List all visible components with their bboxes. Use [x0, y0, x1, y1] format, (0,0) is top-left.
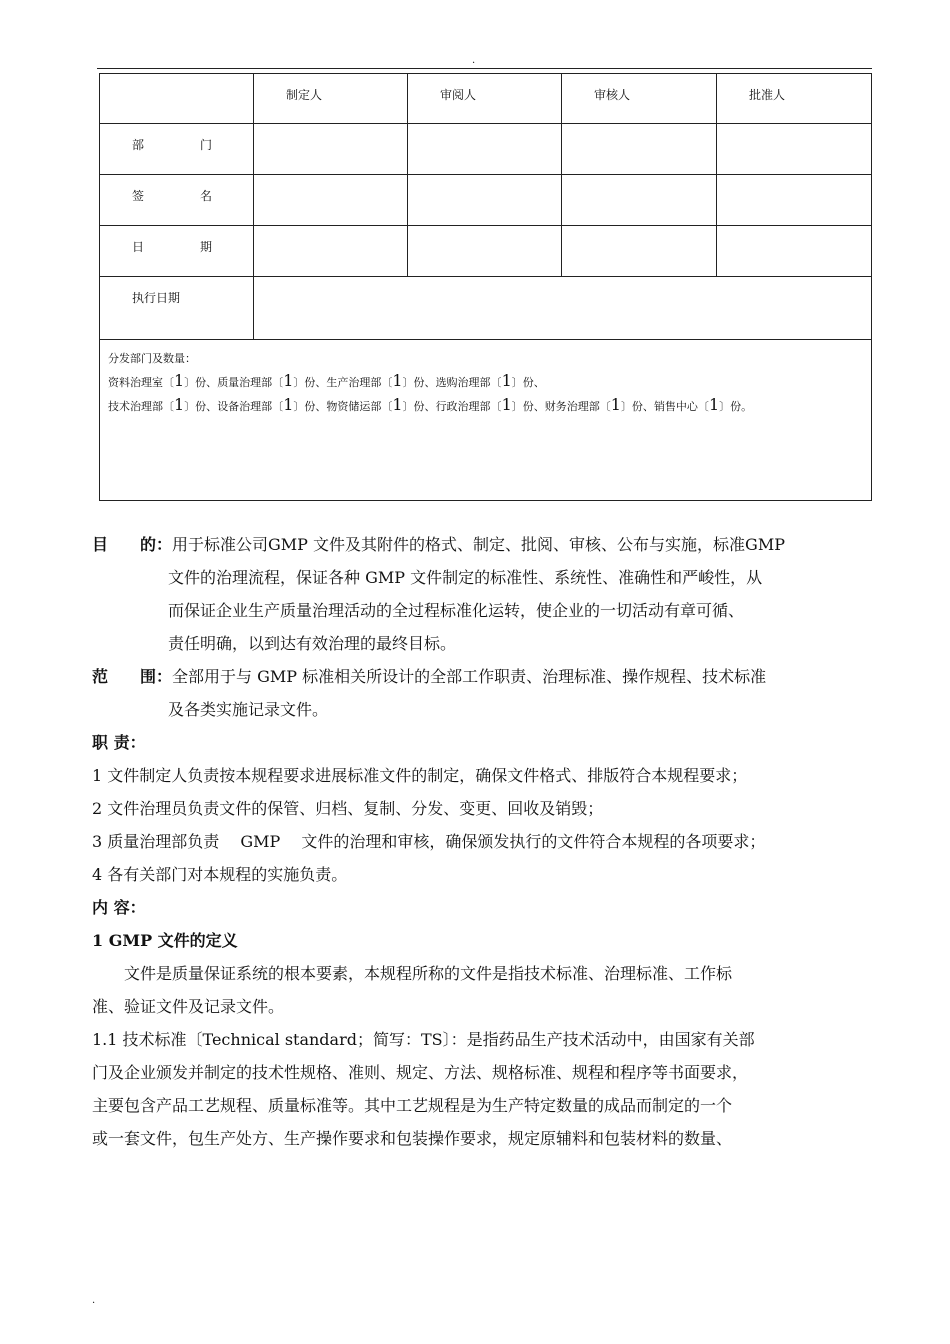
purpose-section — [92, 528, 882, 660]
row-date — [100, 226, 872, 277]
distribution-line-1: 资料治理室〔1〕份、质量治理部〔1〕份、生产治理部〔1〕份、选购治理部〔1〕份、 — [108, 371, 545, 390]
scope-label: 范 围： — [92, 667, 173, 686]
cell-exec-date-value — [254, 277, 872, 340]
row-label-exec-date: 执行日期 — [100, 277, 254, 340]
col-reviewer: 审阅人 — [408, 74, 562, 124]
content-heading: 内 容： — [92, 898, 146, 917]
cell-empty — [562, 175, 717, 226]
duty-item: 1 文件制定人负责按本规程要求进展标准文件的制定，确保文件格式、排版符合本规程要求； — [92, 766, 748, 785]
distribution-line-2: 技术治理部〔1〕份、设备治理部〔1〕份、物资储运部〔1〕份、行政治理部〔1〕份、财务治理部〔1〕份、销售中心〔1〕份。 — [108, 395, 753, 414]
distribution-cell — [100, 340, 872, 501]
section-1-para-line: 文件是质量保证系统的根本要素，本规程所称的文件是指技术标准、治理标准、工作标 — [124, 964, 733, 983]
duty-heading: 职 责： — [92, 733, 146, 752]
scope-section — [92, 660, 882, 726]
col-drafter: 制定人 — [254, 74, 408, 124]
cell-empty — [408, 226, 562, 277]
distribution-title: 分发部门及数量： — [108, 352, 196, 365]
cell-empty — [254, 175, 408, 226]
cell-empty — [408, 124, 562, 175]
purpose-line: 用于标准公司GMP 文件及其附件的格式、制定、批阅、审核、公布与实施，标准GMP — [172, 535, 785, 554]
row-exec-date — [100, 277, 872, 340]
approval-header-row — [100, 74, 872, 124]
cell-empty — [562, 226, 717, 277]
cell-empty — [254, 124, 408, 175]
header-mark: . — [472, 55, 476, 66]
row-signature — [100, 175, 872, 226]
row-distribution — [100, 340, 872, 501]
approval-table — [99, 73, 872, 501]
col-approver: 批准人 — [717, 74, 872, 124]
col-auditor: 审核人 — [562, 74, 717, 124]
duty-item: 4 各有关部门对本规程的实施负责。 — [92, 865, 348, 884]
header-rule — [97, 68, 872, 69]
document-body — [92, 528, 882, 1155]
section-1-1-line: 门及企业颁发并制定的技术性规格、准则、规定、方法、规格标准、规程和程序等书面要求， — [92, 1063, 749, 1082]
scope-line: 全部用于与 GMP 标准相关所设计的全部工作职责、治理标准、操作规程、技术标准 — [172, 667, 767, 686]
cell-empty — [717, 124, 872, 175]
row-label-department: 部 门 — [100, 124, 254, 175]
duty-item: 2 文件治理员负责文件的保管、归档、复制、分发、变更、回收及销毁； — [92, 799, 604, 818]
row-department — [100, 124, 872, 175]
section-1-1-line: 或一套文件，包生产处方、生产操作要求和包装操作要求，规定原辅料和包装材料的数量、 — [92, 1129, 733, 1148]
scope-line: 及各类实施记录文件。 — [168, 700, 329, 719]
section-1-1-line: 1.1 技术标准〔Technical standard；简写：TS〕：是指药品生产技术活动中，由国家有关部 — [92, 1030, 755, 1049]
section-1-para-line: 准、验证文件及记录文件。 — [92, 997, 285, 1016]
cell-empty — [562, 124, 717, 175]
row-label-date: 日 期 — [100, 226, 254, 277]
cell-empty — [717, 175, 872, 226]
row-label-signature: 签 名 — [100, 175, 254, 226]
section-1-title: 1 GMP 文件的定义 — [92, 931, 238, 950]
purpose-line: 责任明确，以到达有效治理的最终目标。 — [168, 634, 457, 653]
cell-empty — [408, 175, 562, 226]
purpose-line: 文件的治理流程，保证各种 GMP 文件制定的标准性、系统性、准确性和严峻性，从 — [168, 568, 763, 587]
section-1-1-line: 主要包含产品工艺规程、质量标准等。其中工艺规程是为生产特定数量的成品而制定的一个 — [92, 1096, 733, 1115]
duty-item: 3 质量治理部负责 GMP 文件的治理和审核，确保颁发执行的文件符合本规程的各项要求； — [92, 832, 766, 851]
cell-empty — [717, 226, 872, 277]
cell-empty — [254, 226, 408, 277]
purpose-label: 目 的： — [92, 535, 173, 554]
approval-corner-cell — [100, 74, 254, 124]
purpose-line: 而保证企业生产质量治理活动的全过程标准化运转，使企业的一切活动有章可循、 — [168, 601, 745, 620]
footer-mark: . — [92, 1295, 96, 1306]
